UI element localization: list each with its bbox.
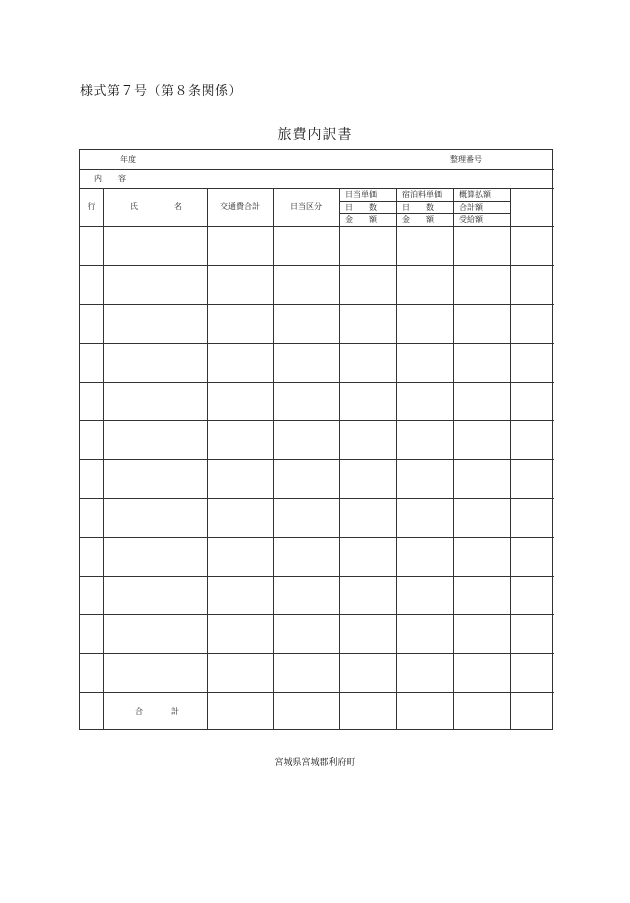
- subheader-line-1: [340, 201, 511, 202]
- col-header-name-left: 氏: [130, 202, 138, 211]
- col-line: [207, 188, 208, 730]
- municipality-footer: 宮城県宮城郡利府町: [274, 758, 356, 768]
- row-line: [80, 537, 554, 538]
- total-label-left: 合: [135, 707, 143, 716]
- row-line: [80, 653, 554, 654]
- content-label: 内 容: [94, 174, 126, 183]
- col-header-daily-unit-price: 日当単価: [345, 190, 377, 199]
- row-line: [80, 498, 554, 499]
- col-line: [273, 188, 274, 730]
- col-line: [453, 188, 454, 730]
- row-line: [80, 692, 554, 693]
- row-line: [80, 382, 554, 383]
- col-header-total-amount: 合計額: [459, 203, 483, 212]
- col-header-days-a: 日 数: [345, 203, 377, 212]
- divider-after-content: [80, 188, 554, 189]
- col-line: [103, 188, 104, 730]
- col-header-advance-payment: 概算払額: [459, 190, 491, 199]
- row-line: [80, 265, 554, 266]
- fiscal-year-label: 年度: [120, 155, 136, 164]
- form-number: 様式第７号（第８条関係）: [80, 84, 243, 99]
- total-label-right: 計: [171, 707, 179, 716]
- row-line: [80, 459, 554, 460]
- col-header-lodging-unit-price: 宿泊料単価: [402, 190, 442, 199]
- col-header-received-amount: 受給額: [459, 215, 483, 224]
- col-header-transport-total: 交通費合計: [220, 202, 260, 211]
- divider-after-header: [80, 226, 554, 227]
- col-header-name-right: 名: [174, 202, 182, 211]
- row-line: [80, 614, 554, 615]
- subheader-line-2: [340, 213, 511, 214]
- col-header-row: 行: [87, 202, 96, 211]
- col-line: [396, 188, 397, 730]
- row-line: [80, 576, 554, 577]
- row-line: [80, 420, 554, 421]
- col-header-amount-b: 金 額: [402, 215, 434, 224]
- row-line: [80, 343, 554, 344]
- document-title: 旅費内訳書: [277, 127, 353, 143]
- divider-after-year: [80, 169, 554, 170]
- col-line: [339, 188, 340, 730]
- row-line: [80, 304, 554, 305]
- col-header-amount-a: 金 額: [345, 215, 377, 224]
- col-header-daily-allowance-class: 日当区分: [290, 202, 322, 211]
- reference-number-label: 整理番号: [450, 155, 482, 164]
- col-line: [510, 188, 511, 730]
- col-header-days-b: 日 数: [402, 203, 434, 212]
- travel-expense-table: [79, 149, 553, 730]
